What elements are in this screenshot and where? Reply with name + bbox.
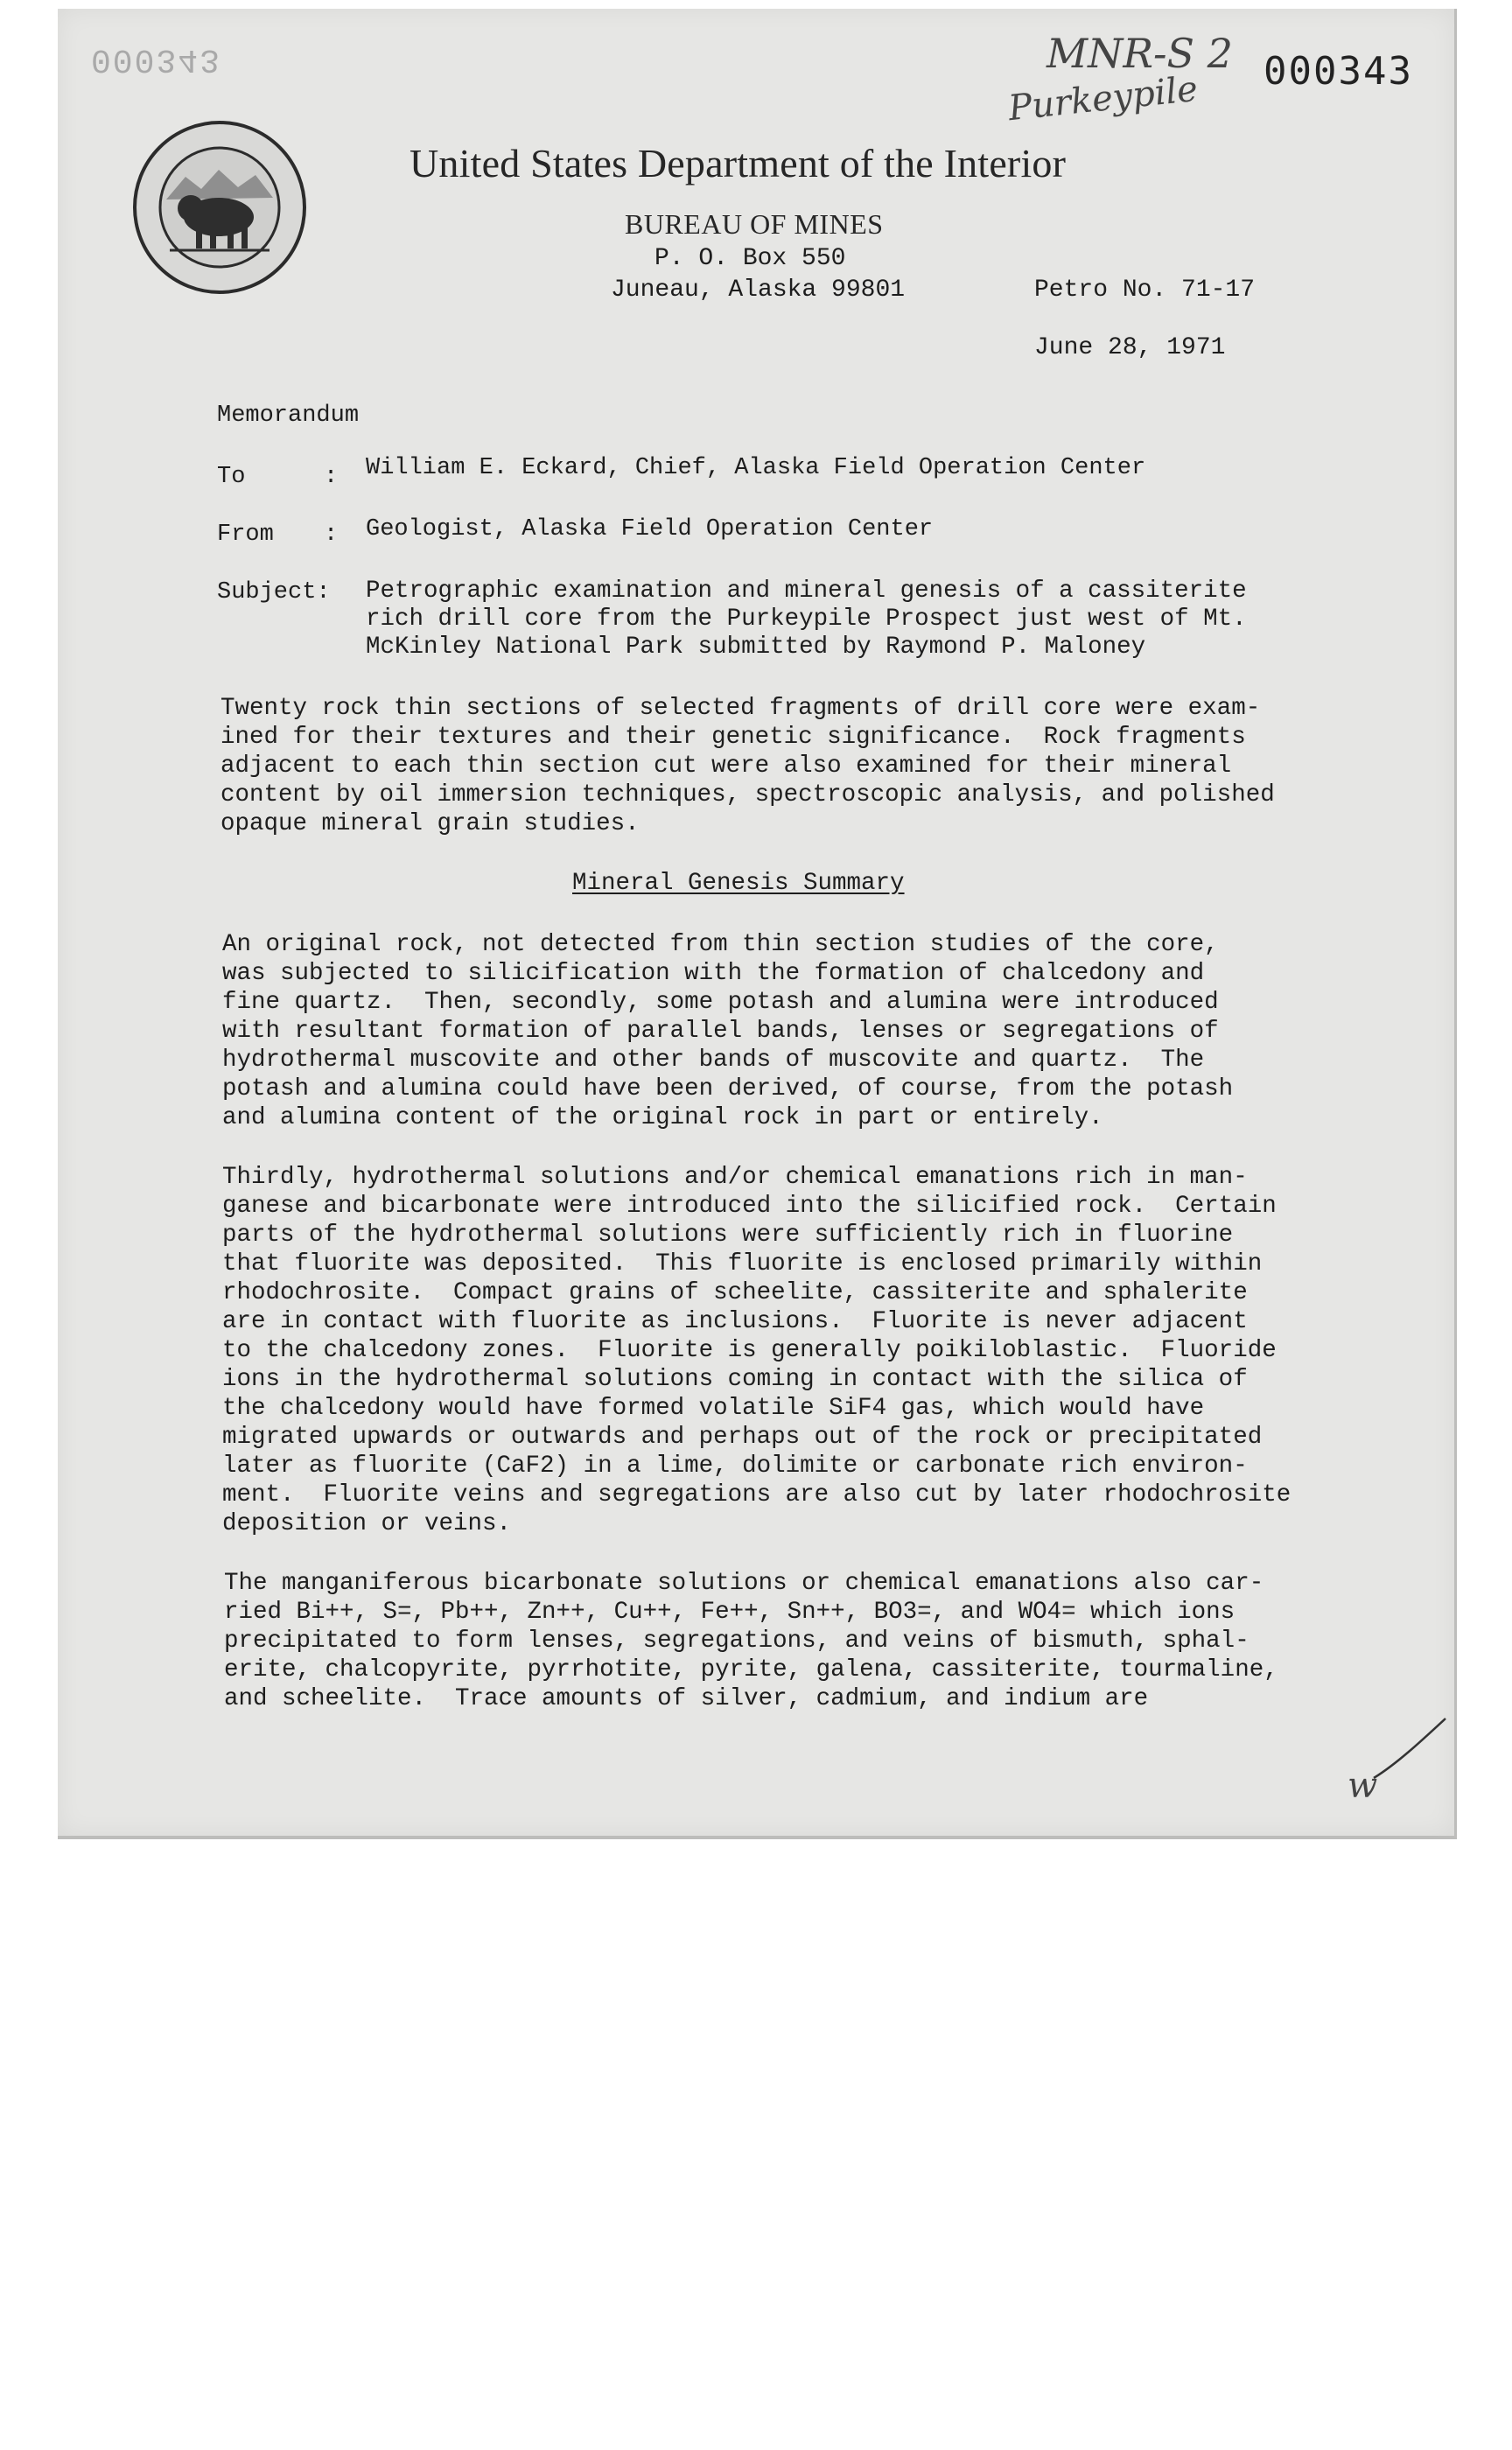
from-label: From xyxy=(217,522,274,548)
to-separator: : xyxy=(324,464,339,490)
handwritten-name: Purkeypile xyxy=(1006,68,1200,130)
to-value: William E. Eckard, Chief, Alaska Field Operation Center xyxy=(366,455,1146,481)
text-line: and alumina content of the original rock in part or entirely. xyxy=(222,1104,1103,1131)
text-line: fine quartz. Then, secondly, some potash and alumina were introduced xyxy=(222,989,1219,1016)
text-line: ions in the hydrothermal solutions coming in contact with the silica of xyxy=(222,1366,1248,1393)
text-line: rhodochrosite. Compact grains of scheelite, cassiterite and sphalerite xyxy=(222,1279,1248,1306)
text-line: The manganiferous bicarbonate solutions or chemical emanations also car- xyxy=(224,1570,1264,1597)
memo-page xyxy=(58,9,1457,1839)
text-line: An original rock, not detected from thin section studies of the core, xyxy=(222,931,1219,958)
text-line: migrated upwards or outwards and perhaps out of the rock or precipitated xyxy=(222,1424,1263,1451)
petro-number: Petro No. 71-17 xyxy=(1034,276,1256,304)
text-line: erite, chalcopyrite, pyrrhotite, pyrite, galena, cassiterite, tourmaline, xyxy=(224,1656,1278,1684)
handwritten-code: MNR-S 2 xyxy=(1046,30,1233,77)
text-line: precipitated to form lenses, segregations, and veins of bismuth, sphal- xyxy=(224,1628,1250,1655)
subject-line: Petrographic examination and mineral genesis of a cassiterite xyxy=(366,578,1247,605)
text-line: parts of the hydrothermal solutions were sufficiently rich in fluorine xyxy=(222,1222,1234,1249)
po-box: P. O. Box 550 xyxy=(654,245,846,272)
text-line: content by oil immersion techniques, spectroscopic analysis, and polished xyxy=(220,781,1275,808)
text-line: was subjected to silicification with the formation of chalcedony and xyxy=(222,960,1205,987)
text-line: with resultant formation of parallel bands, lenses or segregations of xyxy=(222,1018,1219,1045)
from-separator: : xyxy=(324,522,339,548)
city-address: Juneau, Alaska 99801 xyxy=(611,276,906,304)
handwritten-initials: w xyxy=(1348,1766,1378,1806)
bureau-name: BUREAU OF MINES xyxy=(625,208,884,240)
document-number-stamp: 000343 xyxy=(1264,49,1413,94)
section-heading: Mineral Genesis Summary xyxy=(572,870,905,897)
text-line: hydrothermal muscovite and other bands of muscovite and quartz. The xyxy=(222,1046,1205,1074)
from-value: Geologist, Alaska Field Operation Center xyxy=(366,516,934,542)
text-line: adjacent to each thin section cut were also examined for their mineral xyxy=(220,752,1232,780)
text-line: Twenty rock thin sections of selected fragments of drill core were exam- xyxy=(220,695,1261,722)
subject-line: McKinley National Park submitted by Raymond P. Maloney xyxy=(366,634,1146,661)
memo-date: June 28, 1971 xyxy=(1034,334,1226,361)
text-line: opaque mineral grain studies. xyxy=(220,810,640,837)
text-line: ganese and bicarbonate were introduced into the silicified rock. Certain xyxy=(222,1193,1277,1220)
to-label: To xyxy=(217,464,246,490)
subject-line: rich drill core from the Purkeypile Prospect just west of Mt. xyxy=(366,606,1247,633)
text-line: potash and alumina could have been derived, of course, from the potash xyxy=(222,1075,1234,1102)
text-line: ment. Fluorite veins and segregations are also cut by later rhodochrosite xyxy=(222,1481,1292,1508)
text-line: to the chalcedony zones. Fluorite is generally poikiloblastic. Fluoride xyxy=(222,1337,1277,1364)
text-line: the chalcedony would have formed volatile SiF4 gas, which would have xyxy=(222,1395,1205,1422)
text-line: and scheelite. Trace amounts of silver, cadmium, and indium are xyxy=(224,1685,1149,1712)
text-line: Thirdly, hydrothermal solutions and/or chemical emanations rich in man- xyxy=(222,1164,1248,1191)
seal-icon xyxy=(131,119,308,296)
memo-type: Memorandum xyxy=(217,402,360,429)
check-mark-icon xyxy=(1370,1715,1449,1785)
text-line: are in contact with fluorite as inclusions. Fluorite is never adjacent xyxy=(222,1308,1248,1335)
department-seal xyxy=(131,119,308,296)
subject-label: Subject: xyxy=(217,579,331,606)
text-line: deposition or veins. xyxy=(222,1510,512,1537)
text-line: later as fluorite (CaF2) in a lime, dolimite or carbonate rich environ- xyxy=(222,1452,1248,1480)
text-line: that fluorite was deposited. This fluorite is enclosed primarily within xyxy=(222,1250,1263,1278)
ghost-number: 000343 xyxy=(91,40,221,78)
text-line: ined for their textures and their genetic significance. Rock fragments xyxy=(220,724,1246,751)
text-line: ried Bi++, S=, Pb++, Zn++, Cu++, Fe++, Sn++, BO3=, and WO4= which ions xyxy=(224,1599,1236,1626)
department-title: United States Department of the Interior xyxy=(410,141,1067,186)
